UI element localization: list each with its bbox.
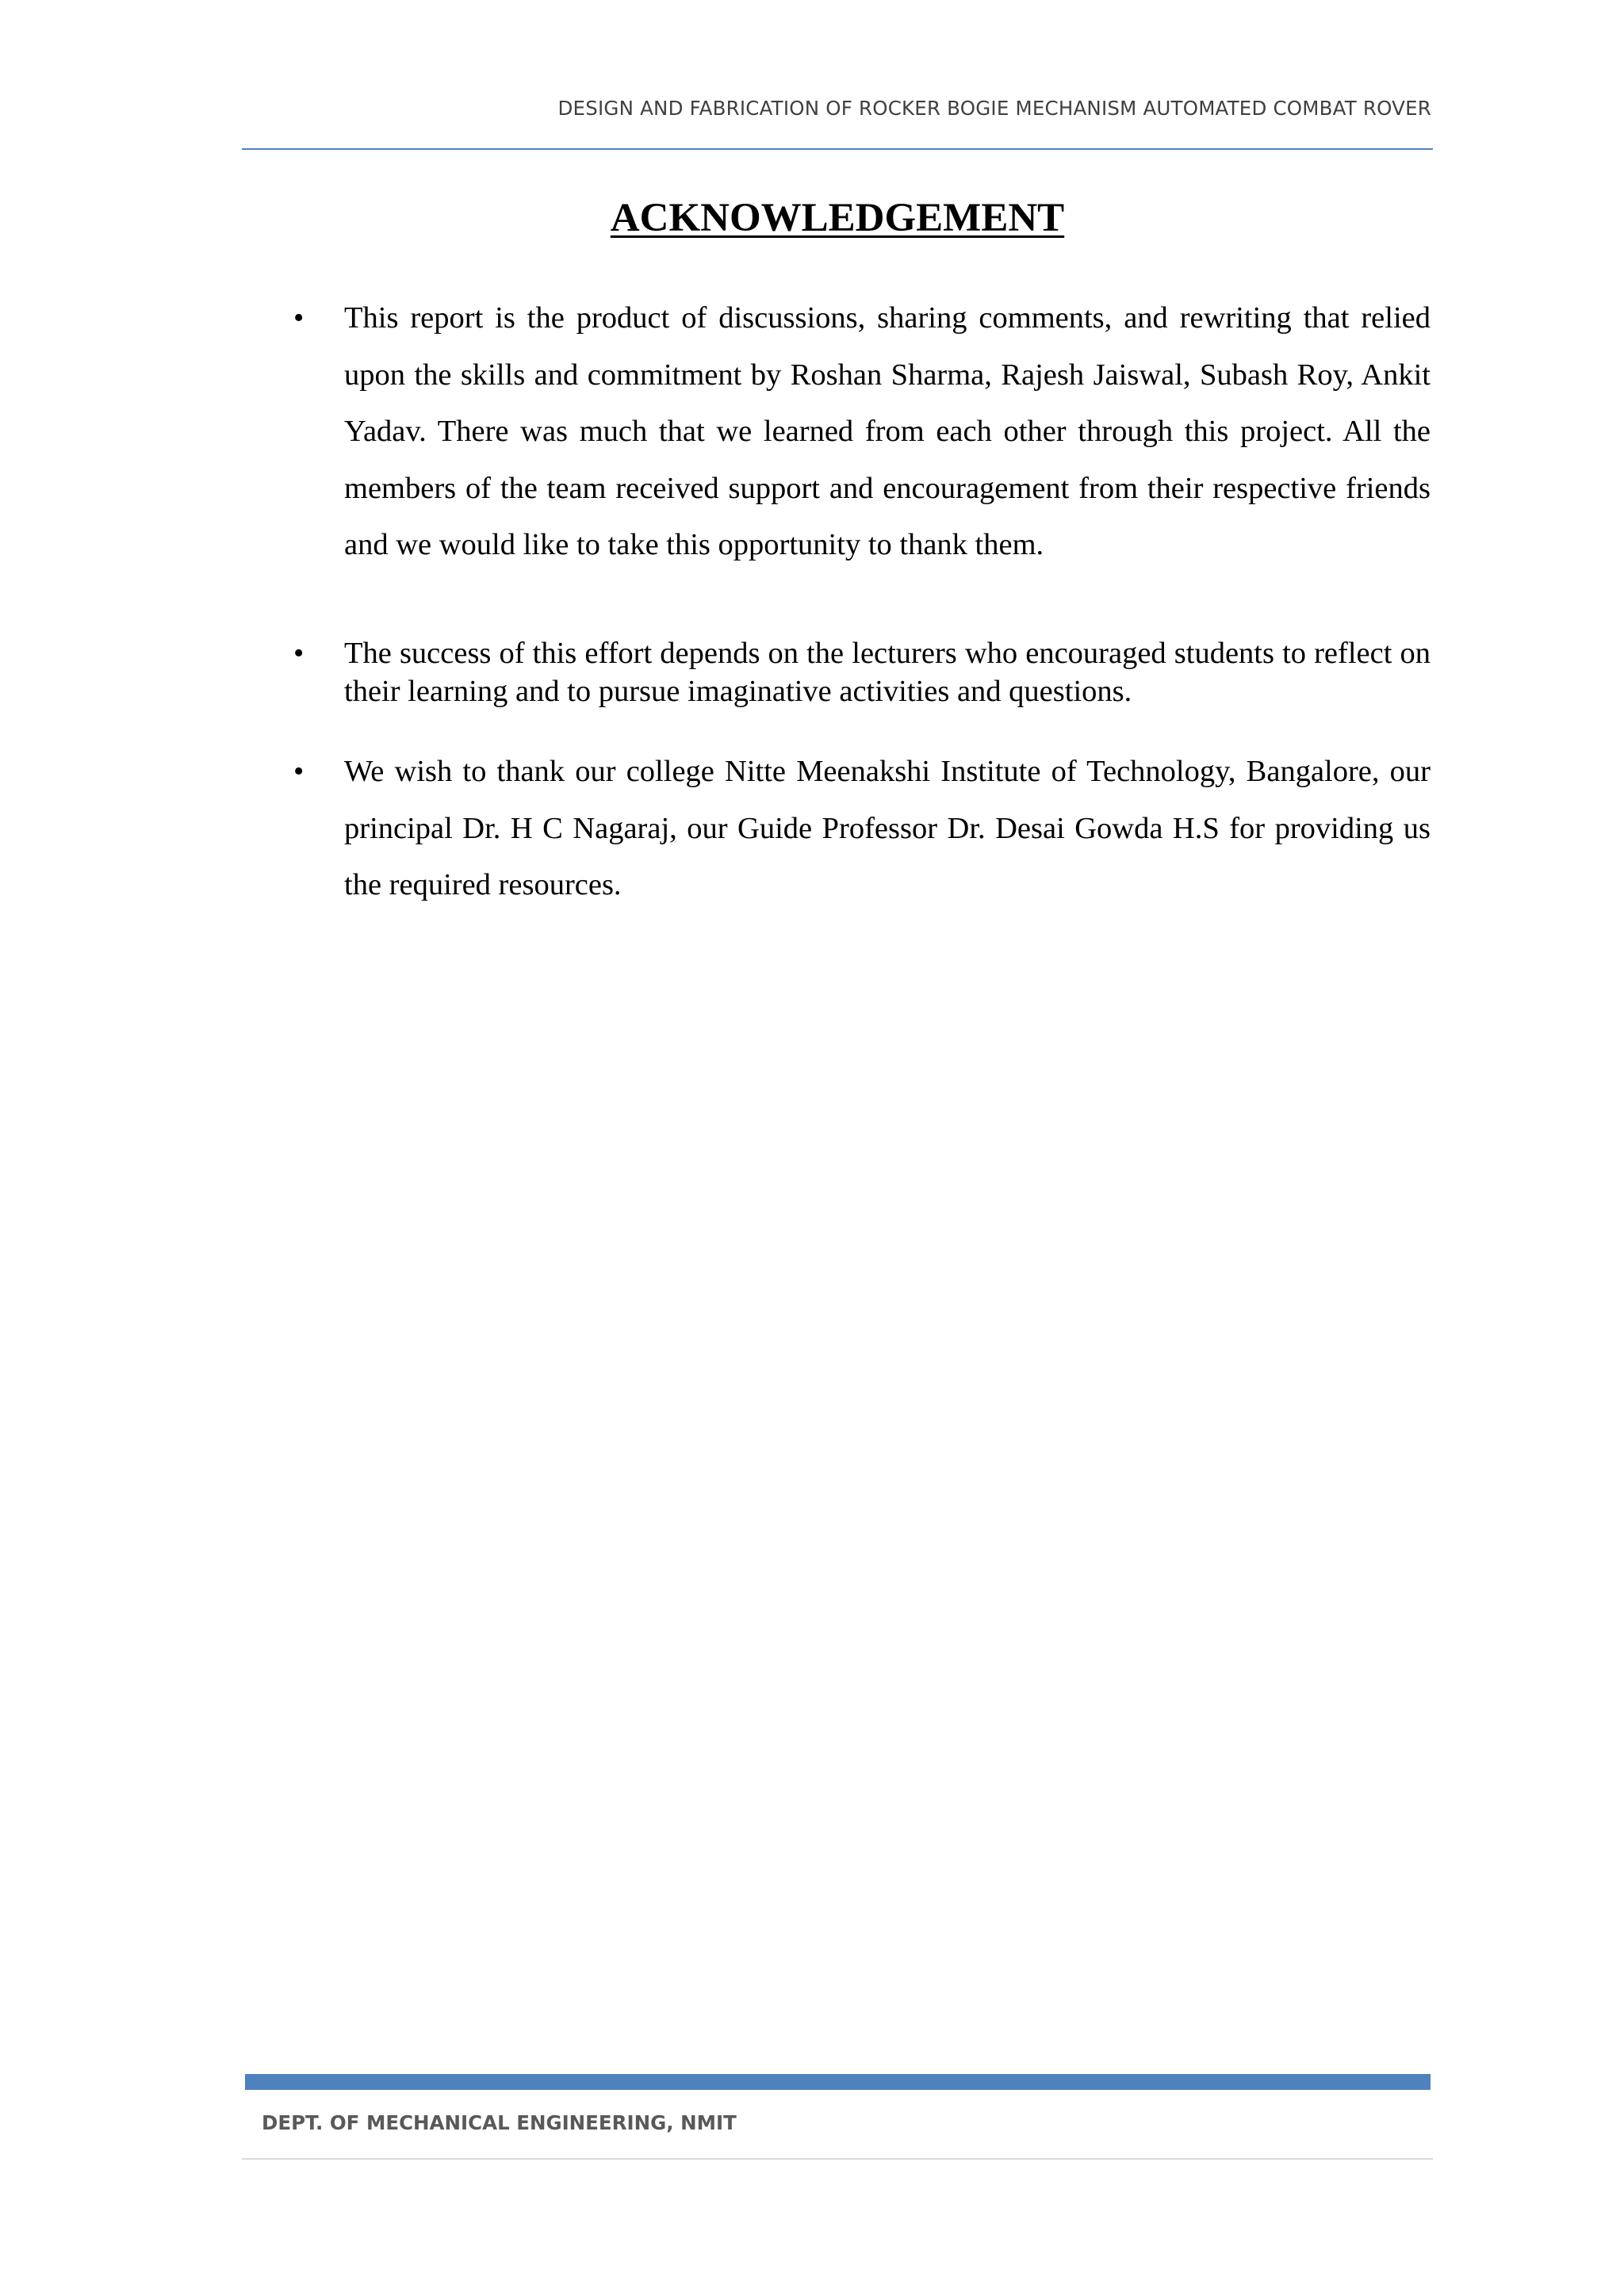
bullet-icon: • [293, 637, 304, 670]
footer-divider [242, 2158, 1433, 2160]
acknowledgement-item [293, 744, 1431, 914]
page-title: ACKNOWLEDGEMENT [610, 196, 1065, 240]
acknowledgement-text: This report is the product of discussions, sharing comments, and rewriting that relied upon the skills and commitment by Roshan Sharma, Rajesh Jaiswal, Subash Roy, Ankit Yadav. There was much that we learned from each other through this project. All the members of the team received support and encouragement from their respective friends and we would like to take this opportunity to thank them. [344, 301, 1431, 561]
footer-accent-bar [245, 2074, 1431, 2090]
running-footer: DEPT. OF MECHANICAL ENGINEERING, NMIT [262, 2111, 737, 2134]
acknowledgement-text: The success of this effort depends on the lecturers who encouraged students to reflect on their learning and to pursue imaginative activities and questions. [344, 637, 1431, 708]
acknowledgement-text: We wish to thank our college Nitte Meenakshi Institute of Technology, Bangalore, our principal Dr. H C Nagaraj, our Guide Professor Dr. Desai Gowda H.S for providing us the required resources. [344, 755, 1431, 901]
acknowledgement-item [293, 290, 1431, 574]
running-header: DESIGN AND FABRICATION OF ROCKER BOGIE MECHANISM AUTOMATED COMBAT ROVER [557, 97, 1431, 120]
bullet-icon: • [293, 301, 304, 335]
acknowledgement-item [293, 634, 1431, 710]
header-divider [242, 148, 1433, 150]
bullet-icon: • [293, 755, 304, 788]
